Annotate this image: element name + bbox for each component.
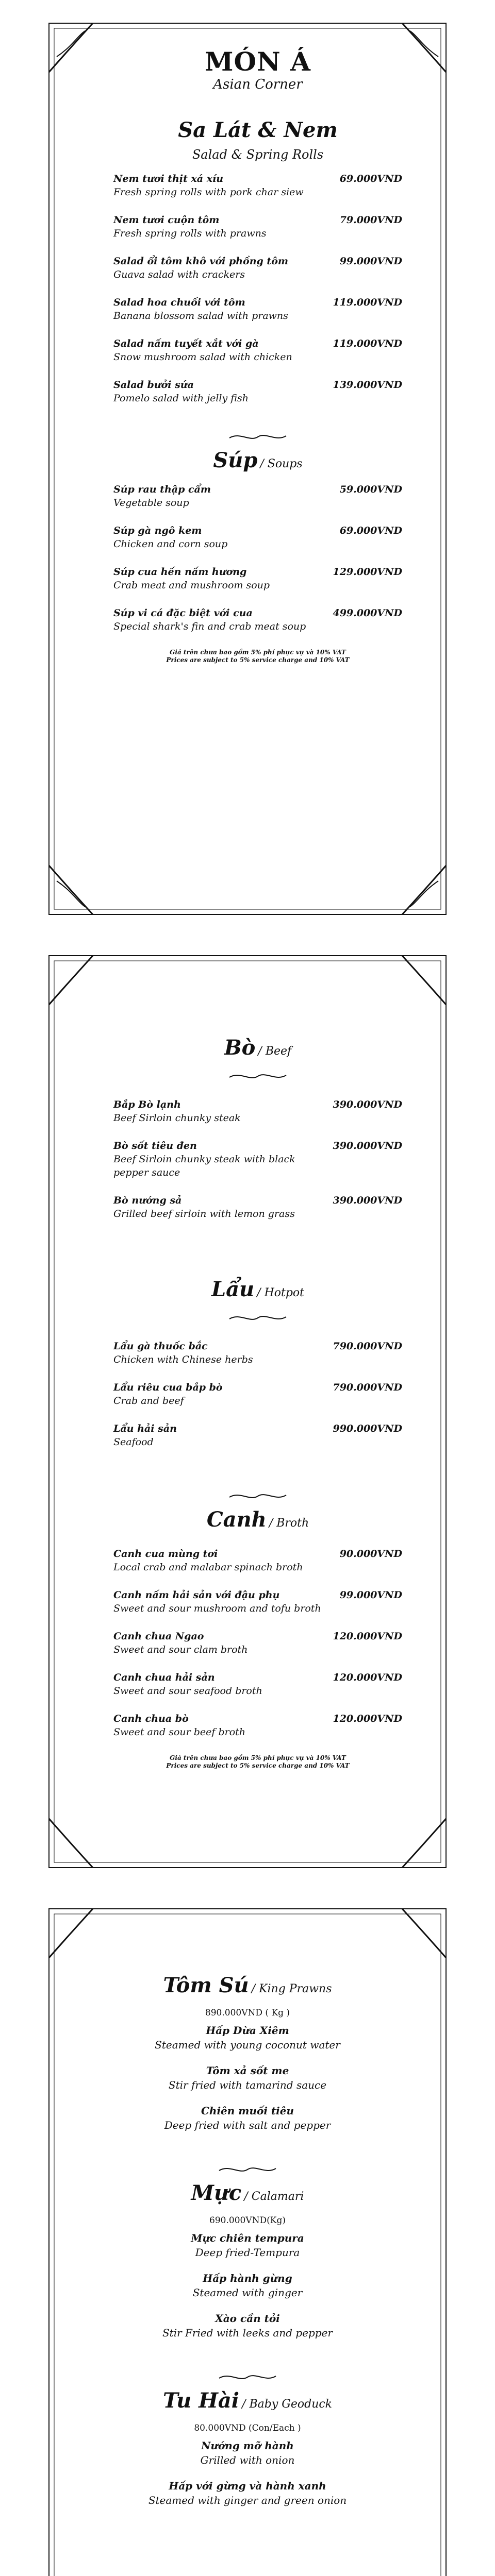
item-name-vn: Canh chua Ngao	[113, 1631, 204, 1642]
item-price: 119.000VND	[333, 297, 402, 308]
menu-item	[113, 337, 402, 364]
price-note	[113, 1754, 402, 1770]
item-price: 129.000VND	[333, 566, 402, 578]
item-name-en: Chicken with Chinese herbs	[113, 1354, 253, 1365]
section-price: 80.000VND (Con/Each )	[194, 2423, 301, 2433]
dish-option	[93, 2231, 402, 2260]
item-price: 59.000VND	[339, 484, 402, 495]
section-subtitle: Beef	[265, 1045, 292, 1058]
item-price: 99.000VND	[339, 1589, 402, 1601]
item-name-en: Steamed with young coconut water	[155, 2039, 340, 2051]
menu-item	[113, 565, 402, 592]
item-name-en: Grilled with onion	[200, 2454, 295, 2466]
item-name-en: Fresh spring rolls with prawns	[113, 228, 267, 239]
item-name-vn: Súp rau thập cẩm	[113, 484, 211, 495]
section-price: 890.000VND ( Kg )	[205, 2008, 290, 2018]
item-name-vn: Nem tươi cuộn tôm	[113, 214, 220, 226]
section-title: Sa Lát & Nem	[178, 118, 338, 142]
item-price: 390.000VND	[333, 1099, 402, 1110]
item-name-vn: Hấp với gừng và hành xanh	[169, 2480, 326, 2492]
section-heading-geoduck: Tu Hài / Baby Geoduck	[162, 2388, 333, 2413]
item-name-vn: Tôm xả sốt me	[206, 2064, 289, 2077]
item-name-vn: Chiên muối tiêu	[201, 2105, 294, 2117]
item-price: 120.000VND	[333, 1672, 402, 1683]
item-name-en: Deep fried-Tempura	[195, 2246, 300, 2259]
item-name-vn: Canh nấm hải sản với đậu phụ	[113, 1589, 280, 1601]
section-title: Súp	[213, 448, 258, 472]
section-title: Bò	[224, 1036, 256, 1060]
item-name-vn: Salad nấm tuyết xắt với gà	[113, 338, 259, 349]
menu-item	[113, 1671, 402, 1698]
menu-item	[113, 483, 402, 510]
section-title: Canh	[206, 1507, 267, 1532]
item-name-en: Grilled beef sirloin with lemon grass	[113, 1208, 295, 1219]
item-price: 69.000VND	[339, 173, 402, 184]
item-name-vn: Xào cần tỏi	[215, 2312, 280, 2325]
item-name-en: Pomelo salad with jelly fish	[113, 393, 249, 404]
menu-page-2	[36, 943, 459, 1880]
price-note-vn: Giá trên chưa bao gồm 5% phí phục vụ và 10% VAT	[170, 649, 346, 656]
section-heading-calamari: Mực / Calamari	[191, 2181, 304, 2205]
section-subtitle: Salad & Spring Rolls	[192, 147, 324, 162]
section-title: Lẩu	[211, 1277, 255, 1301]
item-name-vn: Bò sốt tiêu đen	[113, 1140, 197, 1151]
item-name-en: Special shark's fin and crab meat soup	[113, 621, 306, 632]
item-name-en: Vegetable soup	[113, 497, 189, 509]
item-name-vn: Súp vi cá đặc biệt với cua	[113, 607, 253, 619]
item-price: 120.000VND	[333, 1631, 402, 1642]
price-note-en: Prices are subject to 5% service charge and 10% VAT	[166, 656, 350, 664]
menu-item	[113, 524, 402, 551]
item-price: 790.000VND	[333, 1382, 402, 1393]
item-name-en: Steamed with ginger	[192, 2286, 303, 2299]
section-heading-hotpot: Lẩu / Hotpot	[211, 1277, 305, 1301]
swirl-divider-icon	[217, 2371, 278, 2383]
menu-item	[113, 606, 402, 633]
dish-option	[93, 2063, 402, 2092]
swirl-divider-icon	[217, 2163, 278, 2176]
item-price: 390.000VND	[333, 1195, 402, 1206]
item-name-vn: Súp gà ngô kem	[113, 525, 202, 536]
item-name-vn: Salad hoa chuối với tôm	[113, 297, 245, 308]
item-name-en: Chicken and corn soup	[113, 538, 228, 550]
item-name-vn: Hấp Dừa Xiêm	[206, 2024, 289, 2037]
item-name-vn: Lẩu gà thuốc bắc	[113, 1341, 208, 1352]
item-name-en: Seafood	[113, 1436, 154, 1448]
menu-item	[113, 255, 402, 281]
menu-item	[113, 378, 402, 405]
swirl-divider-icon	[227, 1070, 289, 1082]
menu-item	[113, 213, 402, 240]
item-price: 790.000VND	[333, 1341, 402, 1352]
item-name-en: Sweet and sour clam broth	[113, 1644, 248, 1655]
item-name-en: Sweet and sour beef broth	[113, 1726, 246, 1738]
item-name-vn: Nem tươi thịt xá xíu	[113, 173, 224, 184]
menu-item	[113, 1098, 402, 1125]
item-name-en: Stir Fried with leeks and pepper	[162, 2327, 333, 2339]
item-name-vn: Lẩu hải sản	[113, 1423, 177, 1434]
price-note-en: Prices are subject to 5% service charge and 10% VAT	[166, 1762, 350, 1769]
item-price: 499.000VND	[333, 607, 402, 619]
item-name-vn: Bắp Bò lạnh	[113, 1099, 181, 1110]
item-name-vn: Nướng mỡ hành	[201, 2439, 294, 2452]
item-name-en: Fresh spring rolls with pork char siew	[113, 187, 304, 198]
swirl-divider-icon	[227, 431, 289, 443]
menu-item	[113, 172, 402, 199]
section-heading-soup: Súp / Soups	[213, 448, 303, 472]
item-name-en: Sweet and sour mushroom and tofu broth	[113, 1603, 321, 1614]
item-name-en: Deep fried with salt and pepper	[164, 2119, 331, 2131]
item-name-vn: Canh chua hải sản	[113, 1672, 215, 1683]
item-price: 139.000VND	[333, 379, 402, 391]
menu-page-1	[36, 10, 459, 927]
item-name-en: Local crab and malabar spinach broth	[113, 1562, 303, 1573]
section-subtitle: Hotpot	[264, 1286, 305, 1299]
item-name-en: Banana blossom salad with prawns	[113, 310, 288, 321]
price-note	[113, 649, 402, 664]
item-name-vn: Mực chiên tempura	[191, 2232, 304, 2244]
section-heading-beef: Bò / Beef	[224, 1036, 292, 1060]
section-title: Tôm Sú	[163, 1973, 249, 1997]
broth-list	[113, 1547, 402, 1739]
soup-list	[113, 483, 402, 633]
menu-item	[113, 1547, 402, 1574]
menu-title: MÓN Á	[205, 46, 311, 77]
section-title: Mực	[191, 2181, 242, 2205]
section-heading-salad	[113, 118, 402, 142]
dish-option	[93, 2438, 402, 2467]
item-name-vn: Canh chua bò	[113, 1713, 189, 1724]
section-title: Tu Hài	[162, 2388, 239, 2413]
dish-option	[93, 2479, 402, 2507]
dish-option	[93, 2023, 402, 2052]
swirl-divider-icon	[227, 1490, 289, 1502]
item-name-en: Crab meat and mushroom soup	[113, 580, 270, 591]
section-price: 690.000VND(Kg)	[209, 2215, 286, 2226]
menu-item	[113, 1194, 402, 1221]
beef-list	[113, 1098, 402, 1221]
item-name-vn: Canh cua mùng tơi	[113, 1548, 218, 1560]
item-price: 79.000VND	[339, 214, 402, 226]
menu-page-3	[36, 1896, 459, 2576]
dish-option	[93, 2104, 402, 2132]
item-name-en: Beef Sirloin chunky steak with black pepper sauce	[113, 1154, 295, 1178]
swirl-divider-icon	[227, 1312, 289, 1324]
item-name-vn: Lẩu riêu cua bắp bò	[113, 1382, 223, 1393]
item-name-en: Sweet and sour seafood broth	[113, 1685, 262, 1697]
item-name-en: Crab and beef	[113, 1395, 184, 1406]
item-name-vn: Salad bưởi sứa	[113, 379, 194, 391]
menu-item	[113, 1422, 402, 1449]
menu-item	[113, 296, 402, 323]
item-name-en: Stir fried with tamarind sauce	[168, 2079, 327, 2091]
section-subtitle: Broth	[276, 1517, 309, 1530]
section-heading-broth: Canh / Broth	[206, 1507, 309, 1532]
hotpot-list	[113, 1340, 402, 1449]
dish-option	[93, 2271, 402, 2300]
item-name-vn: Salad ổi tôm khô với phồng tôm	[113, 256, 288, 267]
item-name-en: Guava salad with crackers	[113, 269, 245, 280]
menu-item	[113, 1588, 402, 1615]
section-subtitle: King Prawns	[259, 1982, 332, 1995]
item-price: 69.000VND	[339, 525, 402, 536]
item-name-vn: Hấp hành gừng	[203, 2272, 292, 2284]
item-name-en: Beef Sirloin chunky steak	[113, 1112, 241, 1124]
item-name-en: Steamed with ginger and green onion	[148, 2494, 347, 2506]
menu-subtitle: Asian Corner	[213, 77, 303, 92]
item-name-en: Snow mushroom salad with chicken	[113, 351, 292, 363]
section-subtitle: Baby Geoduck	[249, 2398, 333, 2411]
item-price: 120.000VND	[333, 1713, 402, 1724]
menu-item	[113, 1712, 402, 1739]
price-note-vn: Giá trên chưa bao gồm 5% phí phục vụ và 10% VAT	[170, 1754, 346, 1761]
section-heading-prawns: Tôm Sú / King Prawns	[163, 1973, 332, 1997]
item-name-vn: Súp cua hến nấm hương	[113, 566, 247, 578]
menu-item	[113, 1139, 402, 1179]
section-subtitle: Soups	[267, 457, 303, 470]
menu-item	[113, 1381, 402, 1408]
salad-list	[113, 172, 402, 405]
menu-item	[113, 1630, 402, 1656]
item-price: 390.000VND	[333, 1140, 402, 1151]
dish-option	[93, 2311, 402, 2340]
item-price: 990.000VND	[333, 1423, 402, 1434]
menu-item	[113, 1340, 402, 1366]
section-subtitle: Calamari	[251, 2190, 304, 2203]
item-name-vn: Bò nướng sả	[113, 1195, 182, 1206]
item-price: 119.000VND	[333, 338, 402, 349]
item-price: 90.000VND	[339, 1548, 402, 1560]
item-price: 99.000VND	[339, 256, 402, 267]
